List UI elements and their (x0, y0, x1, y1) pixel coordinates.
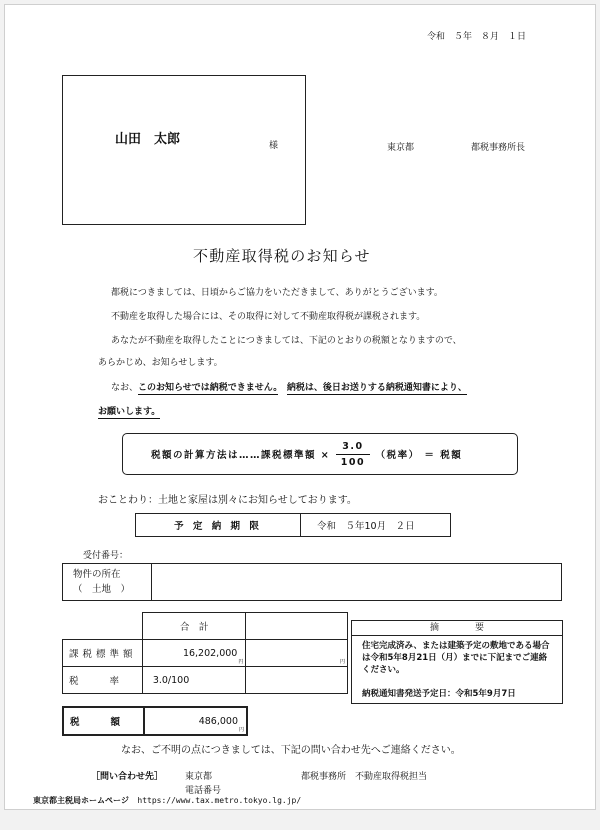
tax-base-value: 16,202,000 (182, 647, 238, 659)
page-title: 不動産取得税のお知らせ (193, 247, 371, 265)
tax-rate-label: 税 率 (63, 667, 143, 694)
body-p4-underline2: 納税は、後日お送りする納税通知書により、 (286, 383, 467, 393)
contact-office: 都税事務所 不動産取得税担当 (301, 772, 428, 782)
property-label-line1: 物件の所在 (73, 569, 121, 580)
tax-due-table (62, 706, 248, 736)
tax-base-extra-cell (246, 640, 348, 667)
body-p4 (111, 380, 467, 393)
summary-text: 住宅完成済み、または建築予定の敷地である場合は令和5年8月21日（月）までに下記までご連絡ください。 (362, 641, 550, 675)
disclaimer: おことわり：土地と家屋は別々にお知らせしております。 (98, 495, 357, 506)
blank-column-header (246, 613, 348, 640)
address-box (62, 75, 306, 225)
body-p4-underline1: このお知らせでは納税できません。 (138, 383, 278, 393)
property-table (62, 563, 562, 601)
due-date-table (135, 513, 451, 537)
contact-label: ［問い合わせ先］ (91, 772, 164, 782)
tax-base-cell (142, 640, 246, 667)
summary-footer: 納税通知書発送予定日：令和5年9月7日 (362, 689, 516, 699)
tax-formula-box (122, 433, 518, 475)
tax-base-label: 課税標準額 (63, 640, 143, 667)
body-p4-prefix: なお、 (111, 383, 139, 393)
property-label (63, 564, 152, 601)
notice-page (4, 4, 596, 810)
tax-due-cell (144, 707, 248, 735)
receipt-number-label: 受付番号： (83, 551, 129, 561)
fraction-denominator: 100 (340, 456, 366, 468)
property-label-line2: （ 土地 ） (73, 584, 131, 595)
body-p4-cont (98, 404, 160, 417)
tax-rate-value: 3.0/100 (142, 667, 246, 694)
tax-amount-table (62, 612, 348, 694)
tax-due-unit: 円 (238, 727, 244, 733)
sender-office: 都税事務所長 (471, 143, 526, 153)
recipient-honorific: 様 (269, 141, 279, 151)
recipient-name: 山田 太郎 (115, 132, 181, 147)
fraction-numerator: 3.0 (336, 441, 369, 455)
due-date-value: 令和 ５年10月 ２日 (301, 514, 451, 537)
contact-phone-label: 電話番号 (185, 786, 222, 796)
issue-date: 令和 ５年 ８月 １日 (427, 32, 527, 42)
homepage-footer (33, 795, 301, 806)
tax-rate-fraction (336, 441, 369, 468)
body-p1: 都税につきましては、日頃からご協力をいただきまして、ありがとうございます。 (111, 288, 443, 298)
tax-due-value: 486,000 (198, 715, 238, 727)
formula-lead: 税額の計算方法は……課税標準額 × (151, 450, 331, 461)
homepage-label: 東京都主税局ホームページ (33, 796, 129, 805)
total-column-header: 合 計 (142, 613, 246, 640)
due-date-label: 予 定 納 期 限 (136, 514, 301, 537)
tax-base-extra-unit: 円 (339, 659, 345, 665)
summary-box (351, 620, 563, 704)
homepage-url[interactable]: https://www.tax.metro.tokyo.lg.jp/ (137, 796, 302, 805)
formula-tail: （税率） ＝ 税額 (375, 450, 463, 461)
tax-base-unit: 円 (238, 659, 244, 665)
tax-due-label: 税 額 (63, 707, 144, 735)
contact-org: 東京都 (185, 772, 213, 782)
sender-org: 東京都 (387, 143, 415, 153)
property-location-value (152, 564, 562, 601)
body-p3b: あらかじめ、お知らせします。 (98, 358, 223, 368)
tax-rate-extra-cell (246, 667, 348, 694)
body-p2: 不動産を取得した場合には、その取得に対して不動産取得税が課税されます。 (111, 312, 426, 322)
body-p4-underline3: お願いします。 (98, 407, 161, 417)
closing-text: なお、ご不明の点につきましては、下記の問い合わせ先へご連絡ください。 (121, 745, 461, 756)
summary-header: 摘 要 (352, 621, 562, 636)
body-p3a: あなたが不動産を取得したことにつきましては、下記のとおりの税額となりますので、 (111, 336, 462, 346)
